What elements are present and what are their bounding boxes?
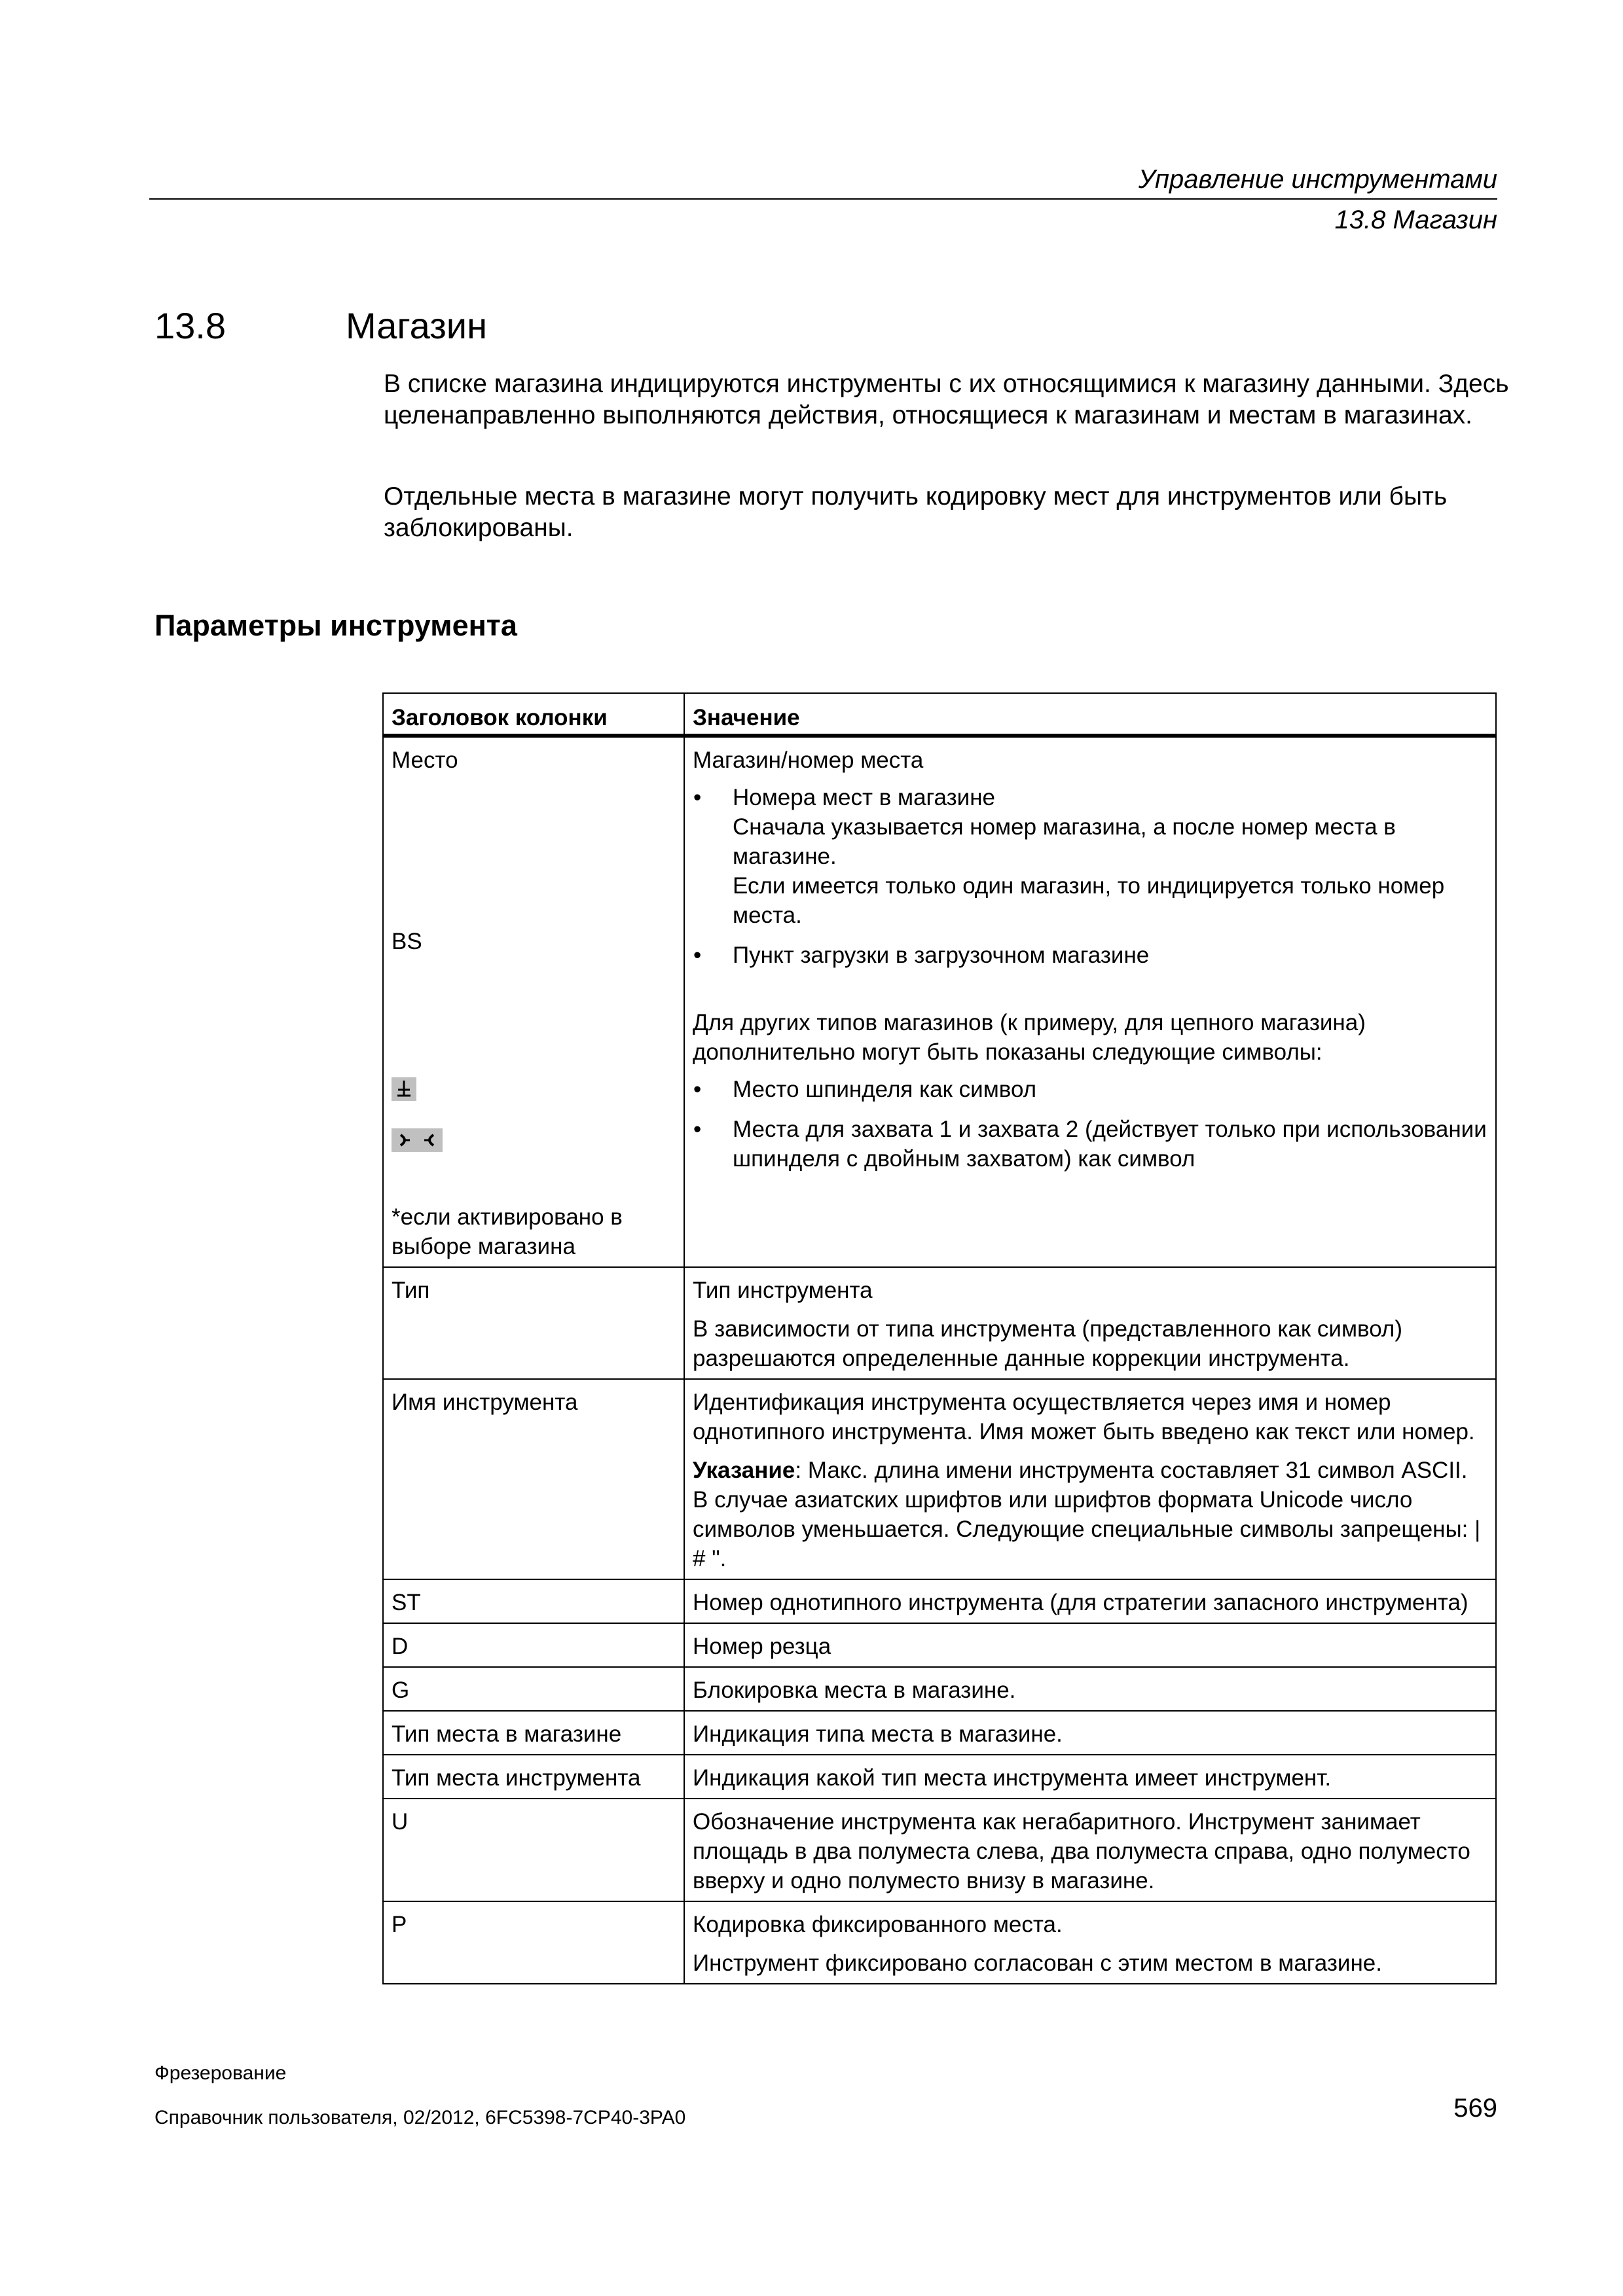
- list-item: [733, 783, 1487, 930]
- param-name: BS: [392, 929, 422, 954]
- table-cell-value: Обозначение инструмента как негабаритного. Инструмент занимает площадь в два полуместа слева, два полуместа справа, одно полуместо вверху и одно полуместо внизу в магазине.: [684, 1799, 1496, 1901]
- note-text: : Макс. длина имени инструмента составляет 31 символ ASCII. В случае азиатских шрифтов или шрифтов формата Unicode число символов уменьшается. Следующие специальные символы запрещены: | # ".: [693, 1458, 1481, 1571]
- value-text: Идентификация инструмента осуществляется через имя и номер однотипного инструмента. Имя может быть введено как текст или номер.: [693, 1390, 1475, 1444]
- table-cell-value: [684, 1901, 1496, 1984]
- table-cell-value: [684, 736, 1496, 1267]
- table-cell-value: Индикация типа места в магазине.: [684, 1711, 1496, 1755]
- table-cell-name: Тип места в магазине: [383, 1711, 684, 1755]
- param-note: *если активировано в выборе магазина: [392, 1204, 623, 1259]
- list-item: [733, 1115, 1487, 1174]
- column-header: Заголовок колонки: [383, 693, 684, 736]
- spindle-symbol-icon: [392, 1077, 416, 1101]
- table-cell-name: Имя инструмента: [383, 1379, 684, 1579]
- list-item: [733, 1075, 1487, 1104]
- footer-product: Фрезерование: [155, 2062, 287, 2084]
- table-cell-name: G: [383, 1667, 684, 1711]
- page-number: 569: [1453, 2094, 1497, 2123]
- table-row: [383, 1755, 1496, 1799]
- value-text: Для других типов магазинов (к примеру, для цепного магазина) дополнительно могут быть показаны следующие символы:: [693, 1010, 1366, 1065]
- bullet-list: [693, 783, 1487, 970]
- param-name: Место: [392, 747, 458, 773]
- section-title: Магазин: [346, 305, 488, 346]
- table-cell-name: Тип места инструмента: [383, 1755, 684, 1799]
- table-row: [383, 736, 1496, 1267]
- value-note: [693, 1456, 1487, 1573]
- table-cell-value: Индикация какой тип места инструмента имеет инструмент.: [684, 1755, 1496, 1799]
- table-cell-value: [684, 1267, 1496, 1379]
- intro-paragraph-2: Отдельные места в магазине могут получить кодировку мест для инструментов или быть заблокированы.: [384, 482, 1448, 542]
- table-row: [383, 1379, 1496, 1579]
- value-text: Тип инструмента: [693, 1278, 873, 1303]
- double-gripper-symbol-icon: [392, 1128, 443, 1152]
- table-header-row: [383, 693, 1496, 736]
- footer-document-info: Справочник пользователя, 02/2012, 6FC5398-7CP40-3PA0: [155, 2107, 686, 2128]
- table-cell-name: U: [383, 1799, 684, 1901]
- tool-parameters-table: [382, 692, 1497, 1984]
- table-row: [383, 1667, 1496, 1711]
- table-cell-value: Блокировка места в магазине.: [684, 1667, 1496, 1711]
- table-row: [383, 1623, 1496, 1667]
- table-cell-value: Номер однотипного инструмента (для стратегии запасного инструмента): [684, 1579, 1496, 1623]
- value-text: Кодировка фиксированного места.: [693, 1912, 1063, 1937]
- table-cell-value: [684, 1379, 1496, 1579]
- table-cell-name: Тип: [383, 1267, 684, 1379]
- list-item-text: Сначала указывается номер магазина, а после номер места в магазине.: [733, 814, 1396, 869]
- value-text: Магазин/номер места: [693, 747, 924, 773]
- column-header: Значение: [684, 693, 1496, 736]
- table-cell-name: P: [383, 1901, 684, 1984]
- table-row: [383, 1267, 1496, 1379]
- list-item-text: • Номера мест в магазине: [733, 785, 996, 810]
- running-header-section: 13.8 Магазин: [1334, 206, 1497, 234]
- table-row: [383, 1799, 1496, 1901]
- list-item: [733, 941, 1487, 970]
- bullet-list: [693, 1075, 1487, 1174]
- subheading-tool-parameters: Параметры инструмента: [155, 609, 517, 642]
- note-label: Указание: [693, 1458, 795, 1483]
- value-text: В зависимости от типа инструмента (представленного как символ) разрешаются определенные данные коррекции инструмента.: [693, 1316, 1403, 1371]
- table-cell-name: [383, 736, 684, 1267]
- section-number: 13.8: [155, 305, 226, 346]
- table-cell-name: D: [383, 1623, 684, 1667]
- table-row: [383, 1579, 1496, 1623]
- table-cell-value: Номер резца: [684, 1623, 1496, 1667]
- header-rule: [149, 198, 1497, 200]
- table-cell-name: ST: [383, 1579, 684, 1623]
- list-item-text: • Место шпинделя как символ: [733, 1077, 1037, 1102]
- list-item-text: • Места для захвата 1 и захвата 2 (действует только при использовании шпинделя с двойным захватом) как символ: [733, 1117, 1487, 1172]
- running-header-chapter: Управление инструментами: [1138, 165, 1497, 194]
- list-item-text: • Пункт загрузки в загрузочном магазине: [733, 942, 1150, 968]
- list-item-text: Если имеется только один магазин, то индицируется только номер места.: [733, 873, 1445, 928]
- value-text: Инструмент фиксировано согласован с этим местом в магазине.: [693, 1950, 1382, 1976]
- table-row: [383, 1711, 1496, 1755]
- intro-paragraph-1: В списке магазина индицируются инструменты с их относящимися к магазину данными. Здесь целенаправленно выполняются действия, относящиеся к магазинам и местам в магазинах.: [384, 370, 1509, 429]
- table-row: [383, 1901, 1496, 1984]
